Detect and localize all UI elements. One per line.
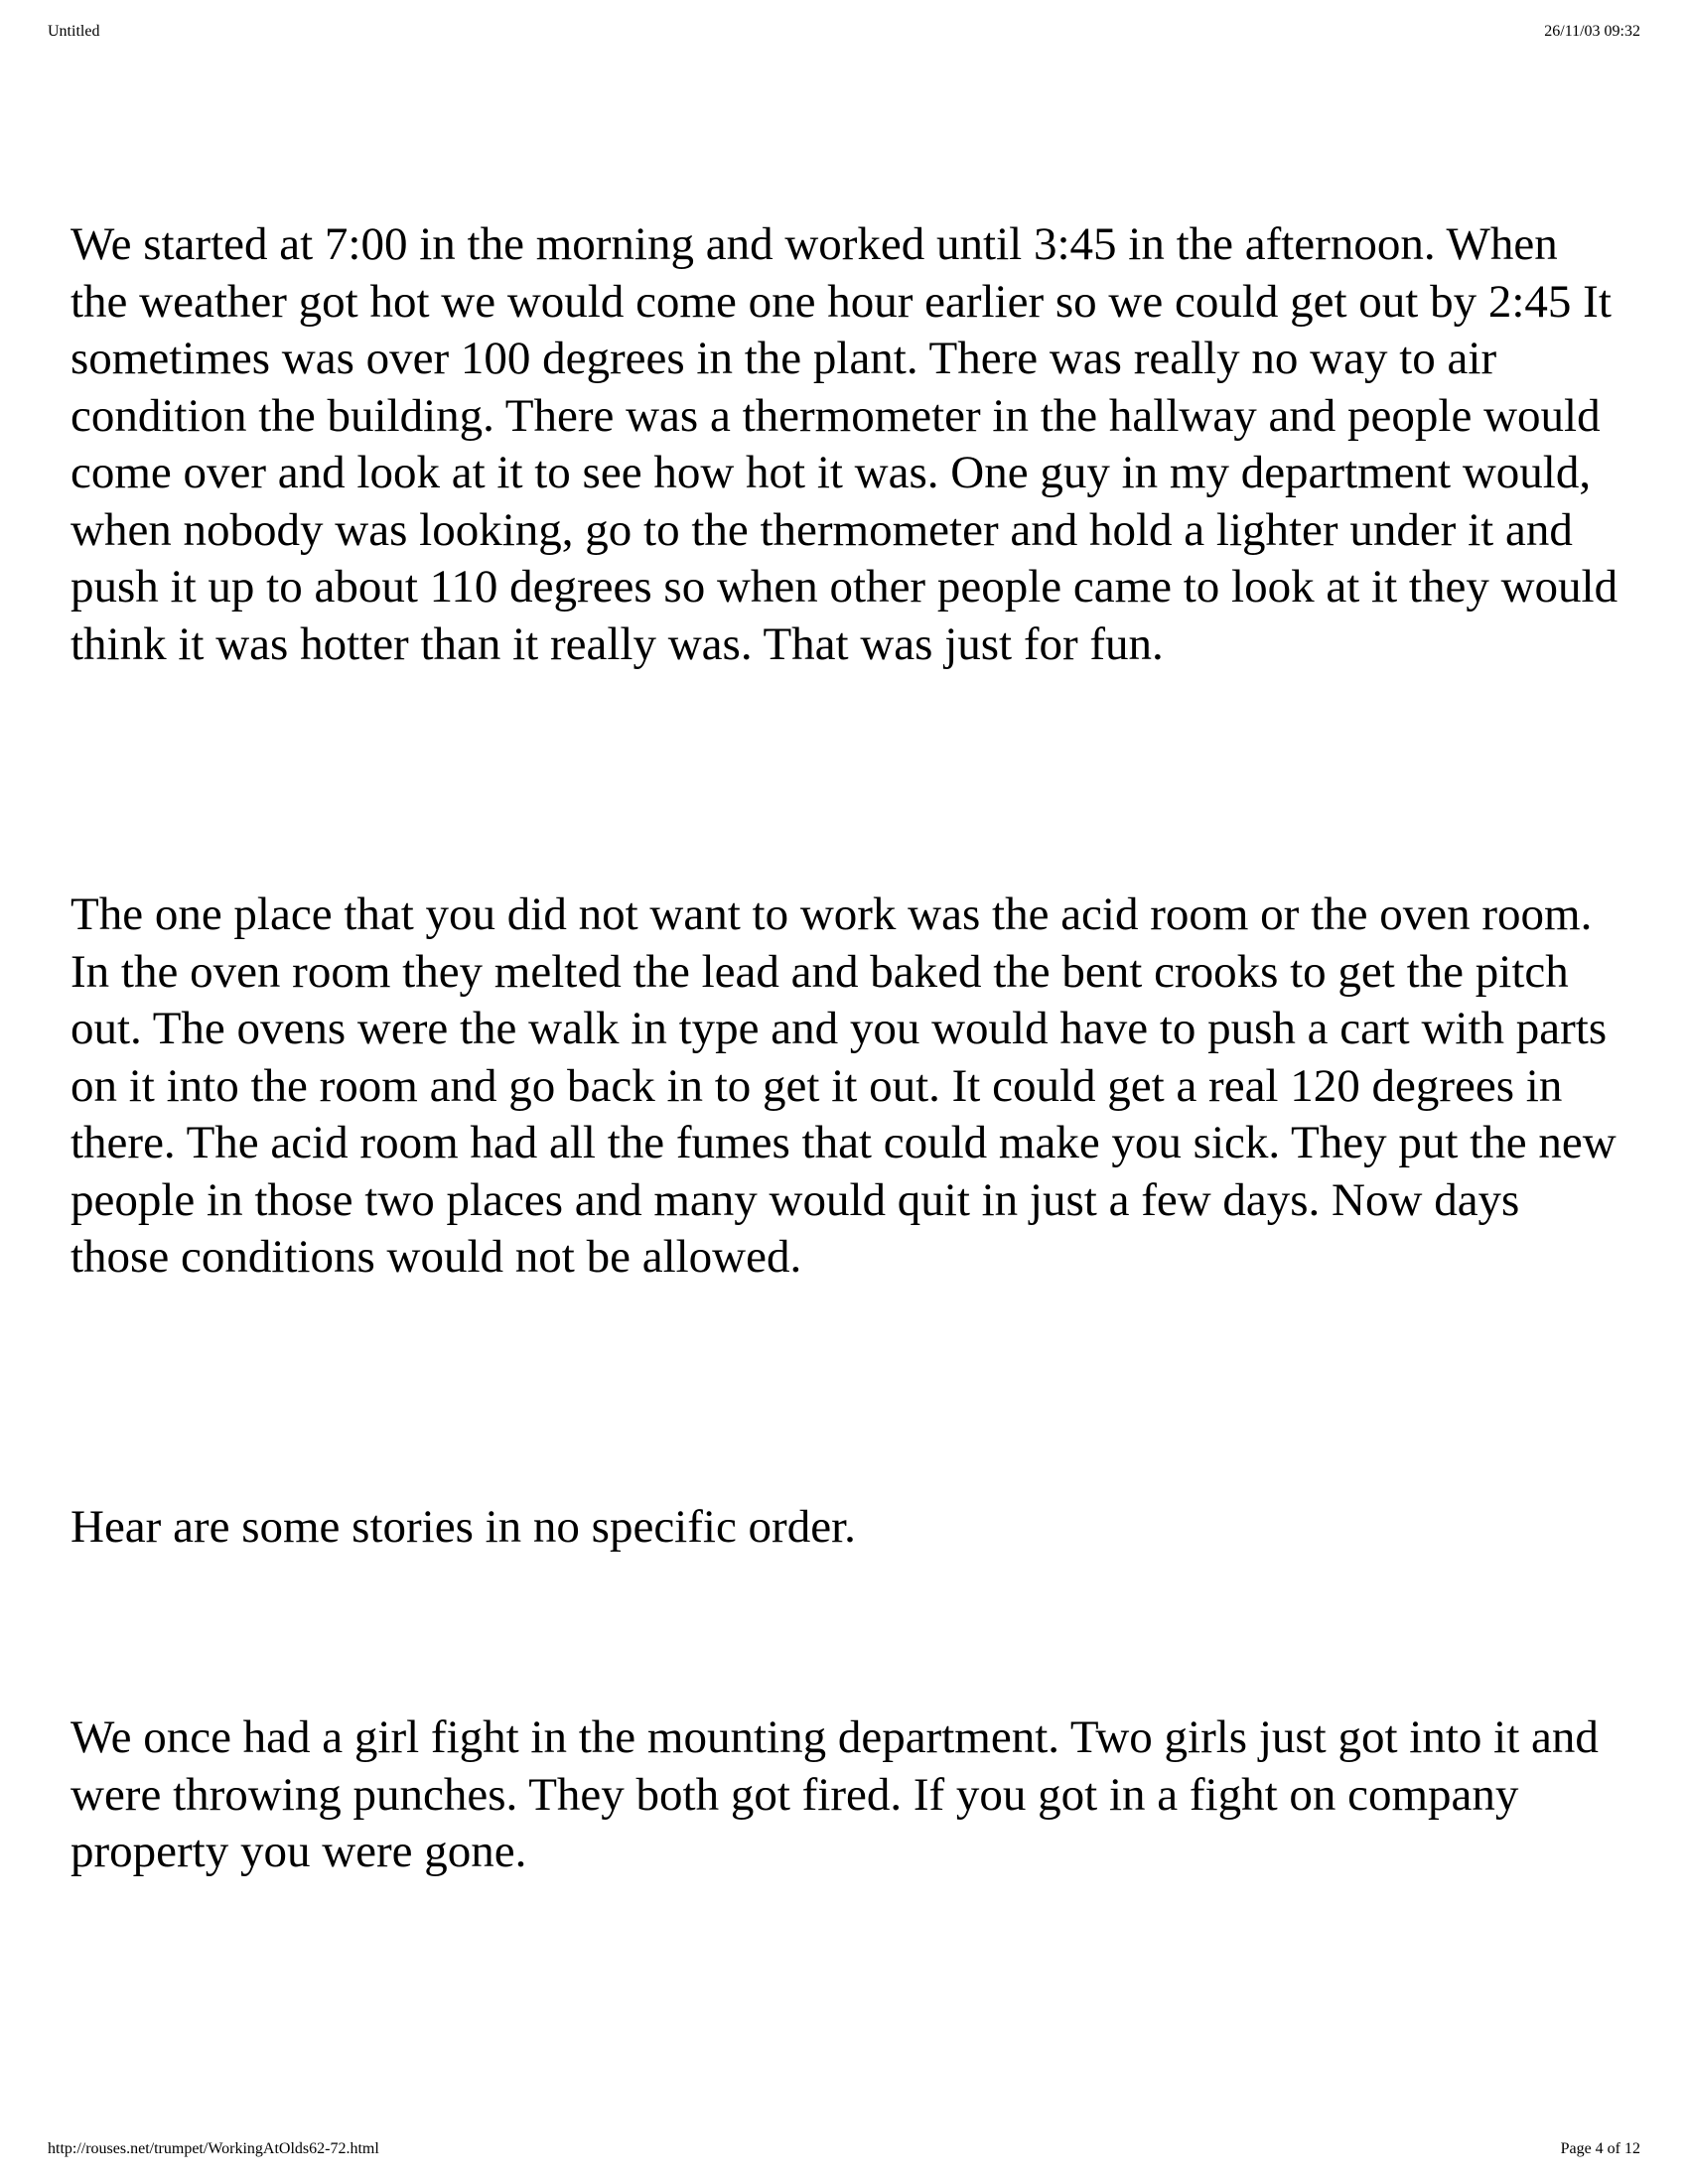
page-footer-url: http://rouses.net/trumpet/WorkingAtOlds62-72.html bbox=[48, 2140, 379, 2157]
paragraph-acid-oven-room: The one place that you did not want to work was the acid room or the oven room. In the oven room they melted the lead and baked the bent crooks to get the pitch out. The ovens were the walk in type and you would have to push a cart with parts on it into the room and go back in to get it out. It could get a real 120 degrees in there. The acid room had all the fumes that could make you sick. They put the new people in those two places and many would quit in just a few days. Now days those conditions would not be allowed. bbox=[70, 888, 1617, 1283]
paragraph-girl-fight: We once had a girl fight in the mounting department. Two girls just got into it and were throwing punches. They both got fired. If you got in a fight on company property you were gone. bbox=[70, 1711, 1599, 1877]
paragraph-stories-intro: Hear are some stories in no specific order. bbox=[70, 1501, 856, 1553]
page-header-title: Untitled bbox=[48, 23, 100, 40]
page-footer-page-number: Page 4 of 12 bbox=[1560, 2140, 1640, 2157]
page-header-datetime: 26/11/03 09:32 bbox=[1544, 23, 1640, 40]
paragraph-work-hours: We started at 7:00 in the morning and worked until 3:45 in the afternoon. When the weather got hot we would come one hour earlier so we could get out by 2:45 It sometimes was over 100 degrees in the plant. There was really no way to air condition the building. There was a thermometer in the hallway and people would come over and look at it to see how hot it was. One guy in my department would, when nobody was looking, go to the thermometer and hold a lighter under it and push it up to about 110 degrees so when other people came to look at it they would think it was hotter than it really was. That was just for fun. bbox=[70, 218, 1618, 670]
